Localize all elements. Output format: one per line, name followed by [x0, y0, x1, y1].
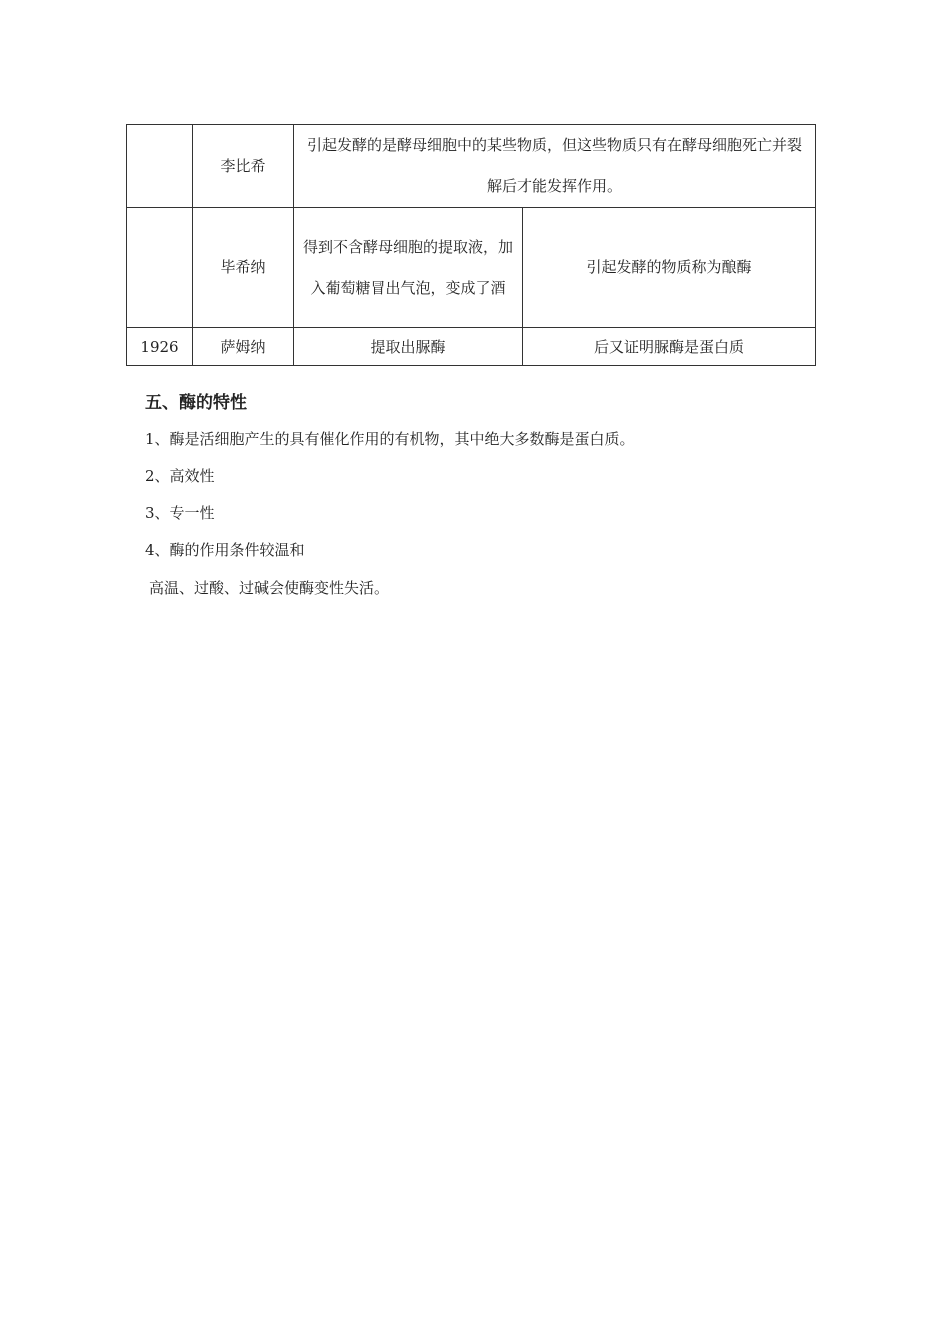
table-row [127, 125, 816, 208]
list-item: 4、酶的作用条件较温和 [145, 541, 305, 559]
conclusion-cell: 引起发酵的物质称为酿酶 [523, 208, 816, 328]
table-row [127, 328, 816, 366]
list-item: 高温、过酸、过碱会使酶变性失活。 [149, 579, 390, 597]
scientist-cell: 李比希 [193, 125, 294, 208]
scientist-cell: 毕希纳 [193, 208, 294, 328]
year-cell [127, 208, 193, 328]
year-cell: 1926 [127, 328, 193, 366]
scientist-cell: 萨姆纳 [193, 328, 294, 366]
enzyme-history-table [126, 124, 816, 366]
finding-cell: 引起发酵的是酵母细胞中的某些物质，但这些物质只有在酵母细胞死亡并裂解后才能发挥作用。 [294, 125, 816, 208]
list-item: 2、高效性 [145, 467, 215, 485]
experiment-cell: 得到不含酵母细胞的提取液，加入葡萄糖冒出气泡，变成了酒 [294, 208, 523, 328]
list-item: 1、酶是活细胞产生的具有催化作用的有机物，其中绝大多数酶是蛋白质。 [145, 430, 635, 448]
list-item: 3、专一性 [145, 504, 215, 522]
conclusion-cell: 后又证明脲酶是蛋白质 [523, 328, 816, 366]
year-cell [127, 125, 193, 208]
section-heading: 五、酶的特性 [145, 393, 247, 413]
experiment-cell: 提取出脲酶 [294, 328, 523, 366]
table-row [127, 208, 816, 328]
